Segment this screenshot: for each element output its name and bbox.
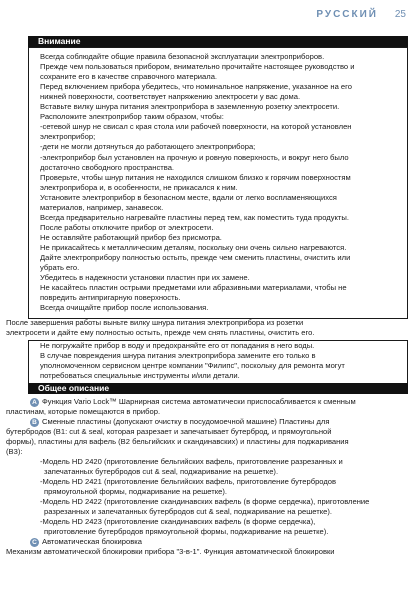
warning-line: Установите электроприбор в безопасном месте, вдали от легко воспламеняющихся — [40, 192, 337, 202]
model-line: разрезанных и запечатанных бутербродов cut & seal, поджаривание на решетке). — [44, 507, 333, 516]
warning-outside-line: После завершения работы выньте вилку шнура питания электроприбора из розетки — [6, 318, 304, 327]
language-label: РУССКИЙ — [316, 9, 378, 20]
warning-line: Дайте электроприбору полностью остыть, прежде чем сменить пластины, очистить или — [40, 253, 351, 262]
warning-line: Убедитесь в надежности установки пластин при их замене. — [40, 273, 250, 283]
warning-line: Не прикасайтесь к металлическим деталям, поскольку они очень сильно нагреваются. — [40, 242, 347, 252]
description-line: пластинам, которые помещаются в прибор. — [6, 407, 161, 416]
warning-line: достаточно свободного пространства. — [40, 162, 175, 172]
model-line: -Модель HD 2422 (приготовление скандинавских вафель (в форме сердечка), приготовление — [40, 497, 370, 506]
marker-badge: B — [30, 418, 39, 427]
description-line: (B3): — [6, 447, 23, 456]
warning-line: материалов, например, занавесок. — [40, 202, 164, 212]
warning-line: Вставьте вилку шнура питания электроприбора в заземленную розетку электросети. — [40, 102, 340, 112]
warning-line: Всегда очищайте прибор после использования. — [40, 303, 209, 313]
warning-line: Не касайтесь пластин острыми предметами или абразивными материалами, чтобы не — [40, 283, 347, 293]
warning-line: сохраните его в качестве справочного материала. — [40, 72, 218, 82]
model-line: -Модель HD 2421 (приготовление бельгийских вафель, приготовление бутербродов — [40, 477, 337, 486]
water-warning-line: потребоваться специальные инструменты и/или детали. — [40, 371, 240, 380]
marker-badge: C — [30, 538, 39, 547]
warning-line: Проверьте, чтобы шнур питания не находился слишком близко к горячим поверхностям — [40, 172, 351, 182]
warning-line: Расположите электроприбор таким образом, чтобы: — [40, 112, 224, 122]
description-line: A Функция Vario Lock™ Шарнирная система автоматически приспосабливается к сменным — [30, 397, 356, 407]
model-line: прямоугольной формы, поджаривание на решетке). — [44, 487, 228, 496]
page-header — [0, 0, 420, 28]
description-line: бутербродов (B1: cut & seal, которая разрезает и запечатывает бутерброд, и прямоугольной — [6, 427, 332, 436]
warning-line: -электроприбор был установлен на прочную и ровную поверхность, и вокруг него было — [40, 152, 349, 162]
page-number: 25 — [394, 9, 406, 20]
warning-line: -дети не могли дотянуться до работающего электроприбора; — [40, 142, 256, 152]
water-warning-line: В случае повреждения шнура питания электроприбора замените его только в — [40, 351, 316, 360]
model-line: -Модель HD 2423 (приготовление скандинавских вафель (в форме сердечка), — [40, 517, 316, 526]
water-warning-line: уполномоченном сервисном центре компании "Филипс", поскольку для ремонта могут — [40, 361, 345, 370]
warning-line: Не оставляйте работающий прибор без присмотра. — [40, 232, 222, 242]
water-warning-line: Не погружайте прибор в воду и предохраняйте его от попадания в него воды. — [40, 341, 315, 350]
description-line: формы), пластины для вафель (B2 бельгийских и скандинавских) и пластины для поджаривания — [6, 437, 349, 446]
model-line: -Модель HD 2420 (приготовление бельгийских вафель, приготовление разрезанных и — [40, 457, 343, 466]
description-line: Механизм автоматической блокировки прибора "3-в-1". Функция автоматической блокировки — [6, 547, 335, 556]
warning-line: убрать его. — [40, 263, 80, 273]
marker-badge: A — [30, 398, 39, 407]
model-line: запечатанных бутербродов cut & seal, поджаривание на решетке). — [44, 467, 279, 476]
warning-line: Прежде чем пользоваться прибором, внимательно прочитайте настоящее руководство и — [40, 62, 355, 72]
warning-line: Всегда предварительно нагревайте пластины перед тем, как поместить туда продукты. — [40, 212, 349, 222]
warning-line: После работы отключите прибор от электросети. — [40, 222, 214, 232]
warning-line: Перед включением прибора убедитесь, что номинальное напряжение, указанное на его — [40, 82, 352, 92]
model-line: приготовление бутербродов прямоугольной формы, поджаривание на решетке). — [44, 527, 329, 536]
warning-line: электроприбора и, в особенности, не прикасался к ним. — [40, 182, 238, 192]
description-line: B Сменные пластины (допускают очистку в посудомоечной машине) Пластины для — [30, 417, 329, 427]
warning-outside-line: электросети и дайте ему полностью остыть, прежде чем снять пластины, очистить его. — [6, 328, 315, 337]
warning-line: -сетевой шнур не свисал с края стола или рабочей поверхности, на которой установлен — [40, 122, 352, 132]
warning-line: электроприбор; — [40, 132, 96, 142]
warning-line: повредить антипригарную поверхность. — [40, 293, 181, 303]
warning-title: Внимание — [28, 36, 408, 47]
warning-line: нижней поверхности, соответствует напряжению электросети у вас дома. — [40, 92, 301, 102]
description-line: C Автоматическая блокировка — [30, 537, 142, 547]
warning-line: Всегда соблюдайте общие правила безопасной эксплуатации электроприборов. — [40, 52, 325, 61]
general-description-title: Общее описание — [28, 383, 408, 394]
